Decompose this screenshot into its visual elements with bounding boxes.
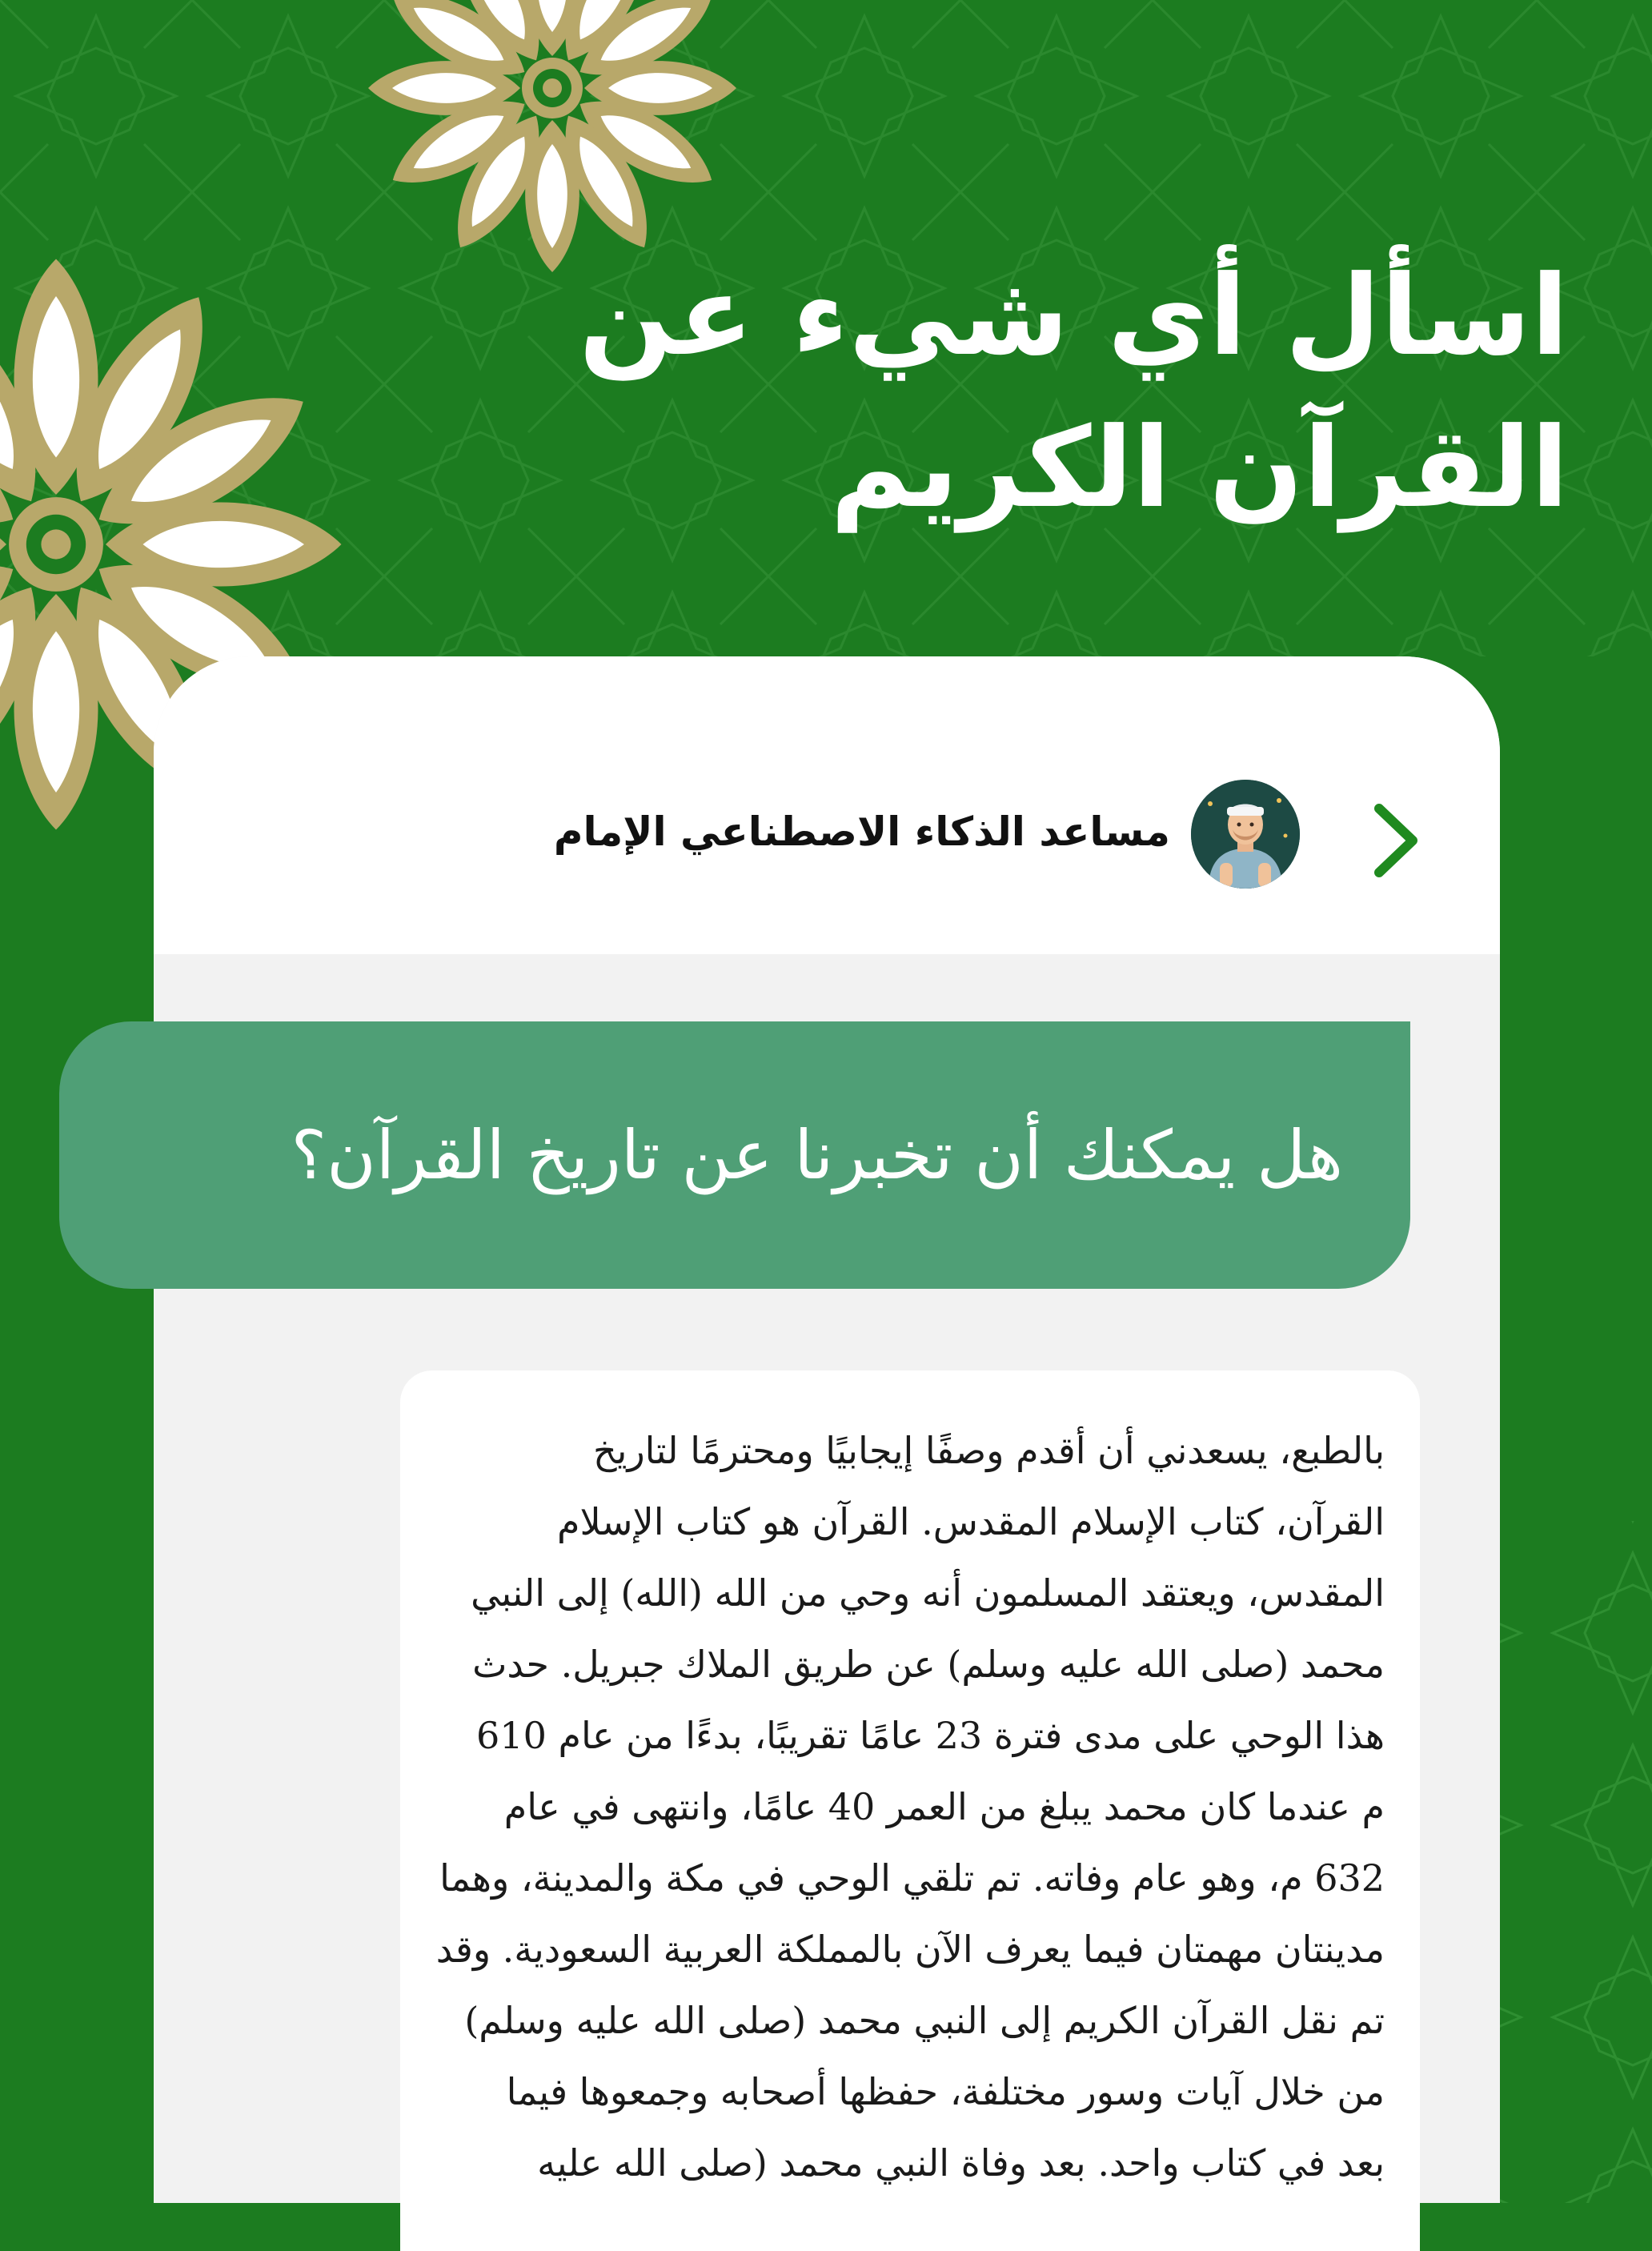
assistant-message-line: 632 م، وهو عام وفاته. تم تلقي الوحي في مكة والمدينة، وهما	[439, 1856, 1385, 1900]
user-message-text: هل يمكنك أن تخبرنا عن تاريخ القرآن؟	[291, 1116, 1343, 1194]
assistant-message-line: م عندما كان محمد يبلغ من العمر 40 عامًا، وانتهى في عام	[503, 1785, 1385, 1828]
assistant-message-line: هذا الوحي على مدى فترة 23 عامًا تقريبًا، بدءًا من عام 610	[476, 1714, 1385, 1757]
assistant-message-line: المقدس، ويعتقد المسلمون أنه وحي من الله (الله) إلى النبي	[471, 1571, 1385, 1615]
assistant-message-bubble	[400, 1370, 1420, 2251]
assistant-message-line: محمد (صلى الله عليه وسلم) عن طريق الملاك جبريل. حدث	[472, 1643, 1385, 1686]
chat-header	[154, 656, 1500, 954]
assistant-name: مساعد الذكاء الاصطناعي الإمام	[553, 809, 1170, 855]
chevron-right-icon	[1368, 800, 1424, 881]
user-message-bubble	[59, 1021, 1410, 1289]
headline-line-1: اسأل أي شيء عن	[579, 251, 1569, 380]
imam-avatar	[1191, 780, 1300, 889]
assistant-message-line: بالطبع، يسعدني أن أقدم وصفًا إيجابيًا ومحترمًا لتاريخ	[592, 1429, 1385, 1472]
decorative-flower-top	[344, 0, 760, 280]
assistant-message-line: بعد في كتاب واحد. بعد وفاة النبي محمد (صلى الله عليه	[537, 2141, 1385, 2185]
headline-line-2: القرآن الكريم	[830, 403, 1569, 532]
assistant-message-line: مدينتان مهمتان فيما يعرف الآن بالمملكة العربية السعودية. وقد	[435, 1928, 1385, 1971]
promo-headline	[528, 240, 1569, 544]
back-button[interactable]	[1356, 800, 1436, 881]
assistant-message-line: القرآن، كتاب الإسلام المقدس. القرآن هو كتاب الإسلام	[557, 1500, 1385, 1543]
assistant-message-line: من خلال آيات وسور مختلفة، حفظها أصحابه وجمعوها فيما	[506, 2070, 1385, 2113]
assistant-message-line: تم نقل القرآن الكريم إلى النبي محمد (صلى الله عليه وسلم)	[464, 1999, 1385, 2042]
